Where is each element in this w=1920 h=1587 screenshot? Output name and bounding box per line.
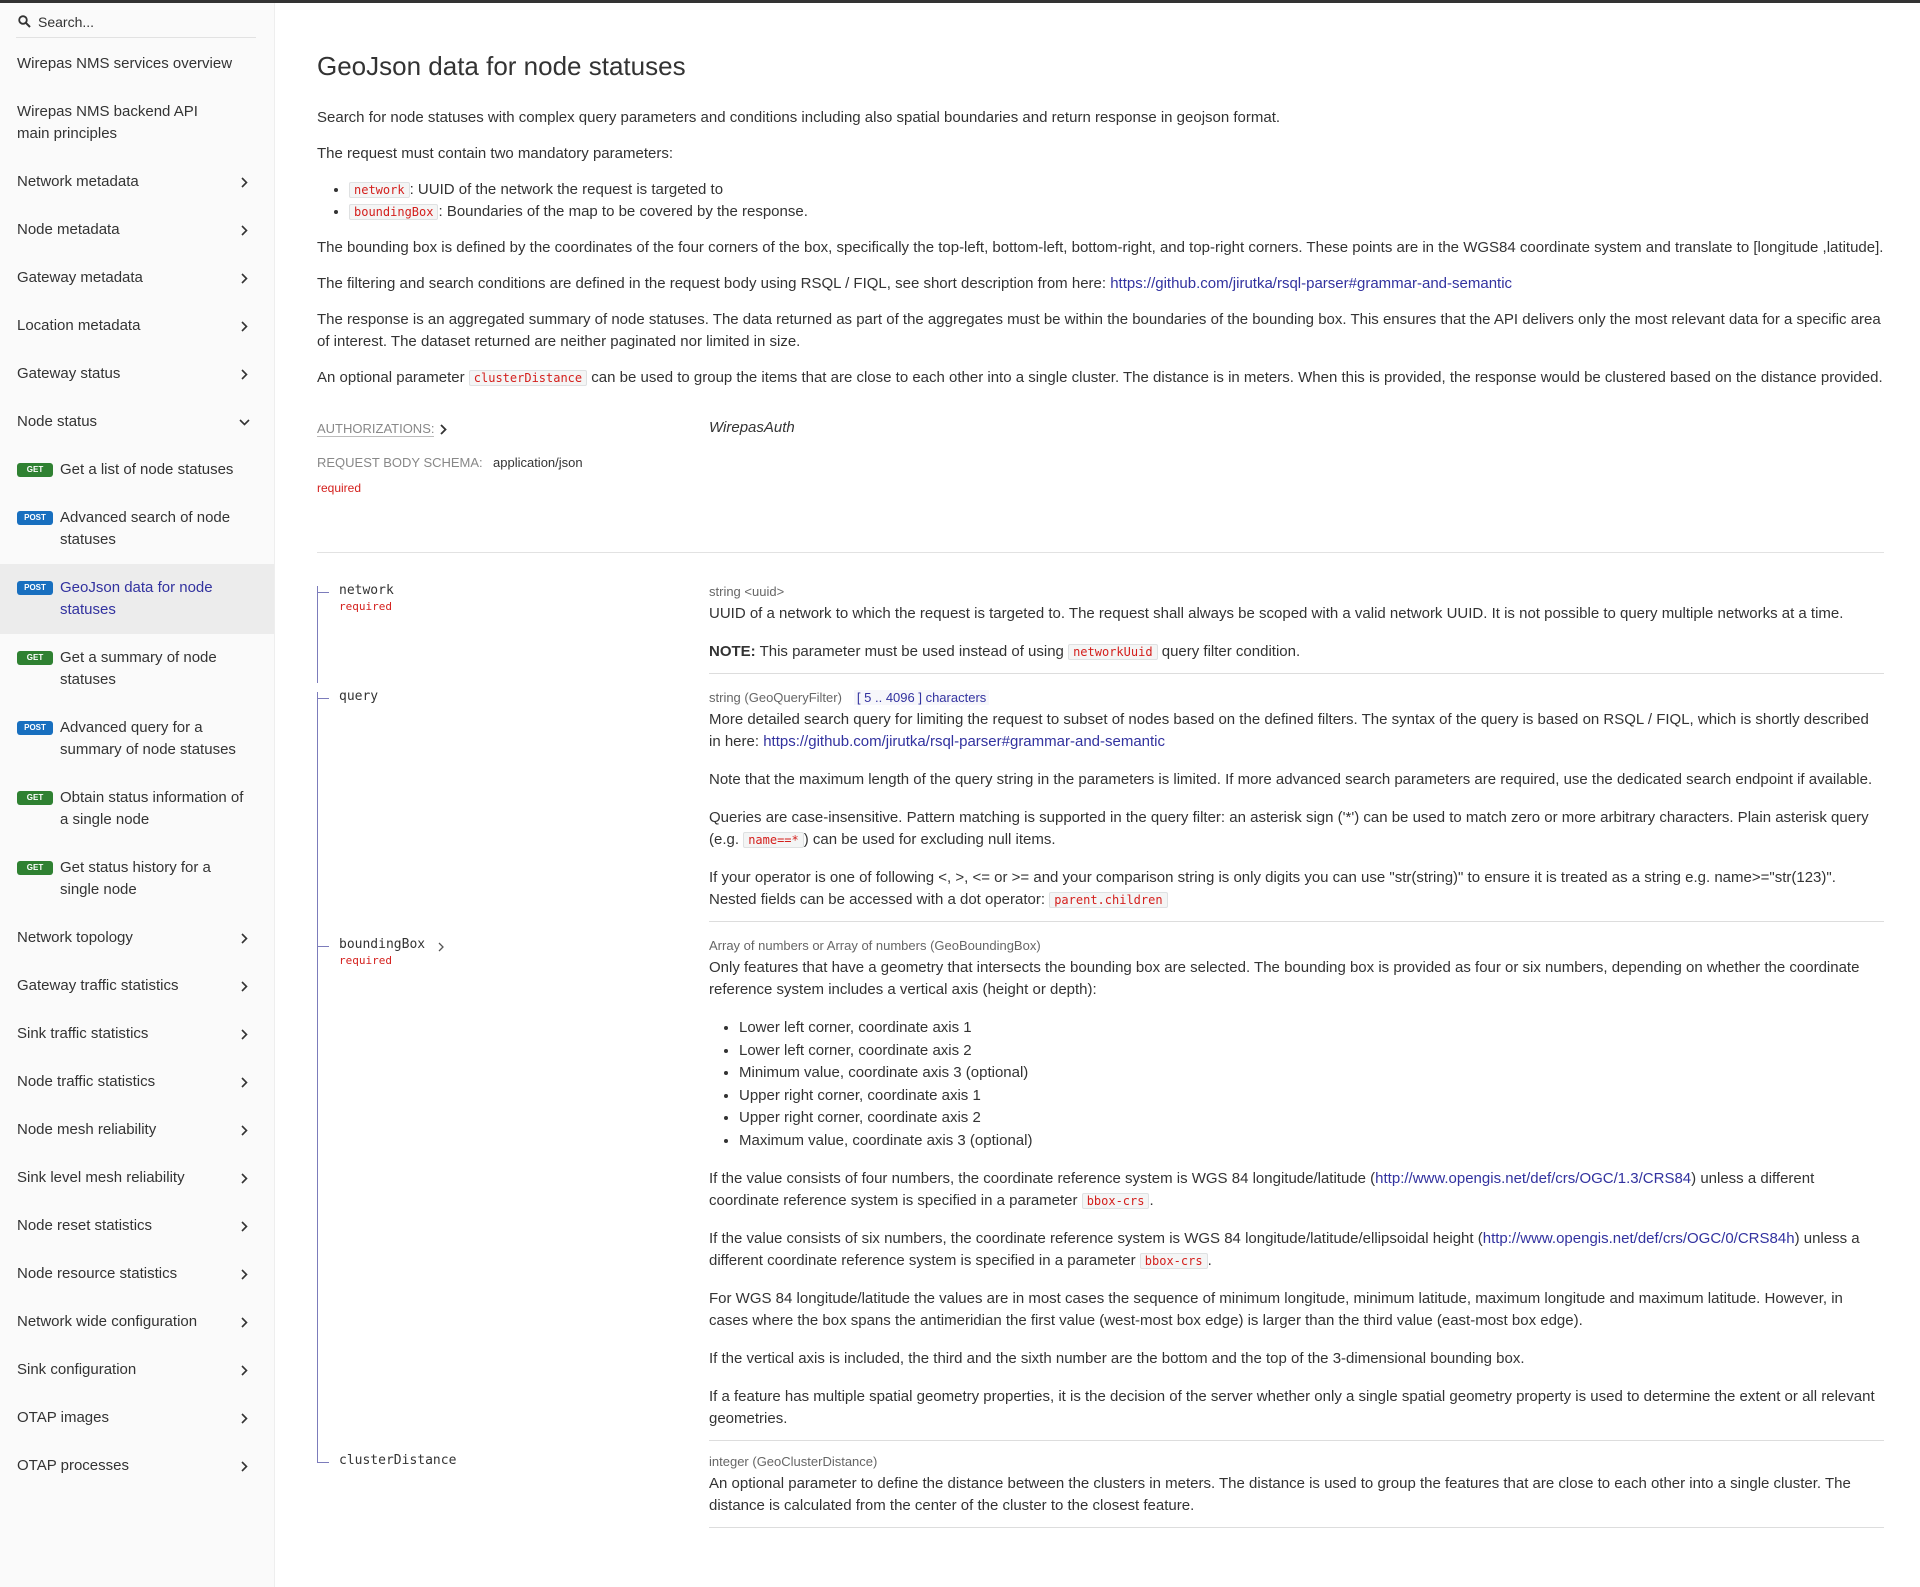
sidebar-item-network-metadata[interactable] — [0, 158, 274, 206]
list-item: • Lower left corner, coordinate axis 1 — [739, 1017, 1884, 1040]
response-description: The response is an aggregated summary of node statuses. The data returned as part of the aggregates must be within the boundaries of the bounding box. This ensures that the API delivers only the most relevant data for a specific area of interest. The dataset returned are neither paginated nor limited in size. — [317, 311, 1881, 350]
get-method-badge: GET — [17, 651, 53, 665]
sidebar-item-node-metadata[interactable] — [0, 206, 274, 254]
param-type: integer (GeoClusterDistance) — [709, 1454, 878, 1469]
list-item: • Minimum value, coordinate axis 3 (optional) — [739, 1062, 1884, 1085]
bbox-values-list — [709, 1017, 1884, 1152]
chevron-right-icon — [241, 1317, 248, 1328]
param-type — [709, 689, 1884, 707]
sidebar-item-advanced-query-summary[interactable] — [0, 704, 274, 774]
inline-code: networkUuid — [1068, 644, 1157, 660]
tree-line — [317, 695, 318, 1445]
list-item — [349, 201, 1884, 223]
sidebar-item-label: Advanced query for a summary of node statuses — [60, 719, 236, 758]
sidebar-item-label: Get a summary of node statuses — [60, 649, 217, 688]
list-item: • Upper right corner, coordinate axis 2 — [739, 1107, 1884, 1130]
sidebar-item-label: Network metadata — [17, 173, 139, 190]
required-label: required — [317, 481, 362, 495]
request-body-schema-row — [317, 451, 1884, 495]
sidebar-item-label: Node metadata — [17, 221, 120, 238]
get-method-badge: GET — [17, 791, 53, 805]
chevron-right-icon — [241, 1221, 248, 1232]
chevron-right-icon — [241, 981, 248, 992]
description-text: If your operator is one of following <, >, <= or >= and your comparison string is only digits you can use "str(string)" to ensure it is treated as a string e.g. name>="str(123)". Nested fields can be accessed with a dot operator: — [709, 869, 1836, 908]
get-method-badge: GET — [17, 463, 53, 477]
param-name: clusterDistance — [339, 1453, 457, 1468]
param-description: An optional parameter to define the distance between the clusters in meters. The distance is used to group the features that are close to each other into a single cluster. The distance is calculated from the center of the cluster to the closest feature. — [709, 1475, 1851, 1514]
sidebar-item-network-wide-config[interactable] — [0, 1298, 274, 1346]
sidebar-item-node-resource-stats[interactable] — [0, 1250, 274, 1298]
search-box — [16, 3, 256, 38]
description-text: ) unless a different coordinate reference system is specified in a parameter — [709, 1230, 1860, 1269]
param-description — [709, 709, 1884, 753]
inline-code: parent.children — [1049, 892, 1167, 908]
sidebar-item-summary-node-statuses[interactable] — [0, 634, 274, 704]
inline-code: boundingBox — [349, 204, 438, 220]
cluster-description — [317, 367, 1884, 389]
list-item: • Upper right corner, coordinate axis 1 — [739, 1085, 1884, 1108]
param-description — [709, 807, 1884, 851]
chevron-right-icon — [241, 369, 248, 380]
sidebar-menu — [0, 38, 274, 1490]
list-item — [349, 179, 1884, 201]
description-text: . — [1207, 1252, 1212, 1269]
inline-code: name==* — [743, 832, 804, 848]
sidebar-item-gateway-traffic[interactable] — [0, 962, 274, 1010]
sidebar-item-label: GeoJson data for node statuses — [60, 579, 213, 618]
param-name-toggle[interactable]: boundingBox — [339, 937, 426, 952]
intro-text: Search for node statuses with complex query parameters and conditions including also spatial boundaries and return response in geojson format. — [317, 109, 1281, 126]
tree-tick — [317, 692, 318, 704]
list-item: • Maximum value, coordinate axis 3 (optional) — [739, 1130, 1884, 1153]
param-type: string <uuid> — [709, 584, 785, 599]
rsql-link[interactable]: https://github.com/jirutka/rsql-parser#grammar-and-semantic — [1110, 275, 1513, 292]
sidebar-item-node-mesh-reliability[interactable] — [0, 1106, 274, 1154]
sidebar-item-label: Gateway status — [17, 365, 121, 382]
sidebar-item-label: Sink level mesh reliability — [17, 1169, 185, 1186]
sidebar-item-label: Get status history for a single node — [60, 859, 211, 898]
chevron-right-icon[interactable] — [438, 942, 444, 952]
tree-tick — [317, 940, 318, 952]
description-text: If the value consists of four numbers, the coordinate reference system is WGS 84 longitude/latitude ( — [709, 1170, 1376, 1187]
request-body-label: REQUEST BODY SCHEMA: — [317, 455, 483, 470]
sidebar-item-label: Node traffic statistics — [17, 1073, 156, 1090]
param-description: UUID of a network to which the request is targeted to. The request shall always be scoped with a valid network UUID. It is not possible to query multiple networks at a time. — [709, 605, 1844, 622]
chevron-right-icon — [241, 321, 248, 332]
sidebar-item-gateway-metadata[interactable] — [0, 254, 274, 302]
param-detail — [709, 937, 1884, 1441]
sidebar-item-node-status[interactable] — [0, 398, 274, 446]
sidebar-item-node-traffic[interactable] — [0, 1058, 274, 1106]
sidebar-item-label: Location metadata — [17, 317, 141, 334]
sidebar-item-label: Sink configuration — [17, 1361, 137, 1378]
param-type: Array of numbers or Array of numbers (GeoBoundingBox) — [709, 938, 1041, 953]
chevron-right-icon — [241, 177, 248, 188]
sidebar-item-advanced-search-node-statuses[interactable] — [0, 494, 274, 564]
param-description — [709, 1168, 1884, 1212]
inline-code: network — [349, 182, 410, 198]
sidebar-item-single-node-status[interactable] — [0, 774, 274, 844]
tree-connector — [317, 1462, 329, 1463]
page-title: GeoJson data for node statuses — [317, 51, 686, 81]
chevron-right-icon — [241, 1029, 248, 1040]
sidebar-item-otap-processes[interactable] — [0, 1442, 274, 1490]
param-note — [709, 641, 1884, 663]
sidebar-item-otap-images[interactable] — [0, 1394, 274, 1442]
param-description: Only features that have a geometry that intersects the bounding box are selected. The bounding box is provided as four or six numbers, depending on whether the coordinate reference system includes a vertical axis (height or depth): — [709, 959, 1860, 998]
divider — [317, 552, 1884, 553]
sidebar-item-label: Advanced search of node statuses — [60, 509, 231, 548]
authorizations-toggle[interactable]: AUTHORIZATIONS: — [317, 421, 435, 436]
description-text: . — [1149, 1192, 1154, 1209]
sidebar-item-sink-traffic[interactable] — [0, 1010, 274, 1058]
chevron-right-icon — [241, 1125, 248, 1136]
note-label: NOTE: — [709, 643, 756, 660]
sidebar-item-sink-mesh-reliability[interactable] — [0, 1154, 274, 1202]
search-input[interactable] — [36, 11, 260, 33]
auth-scheme: WirepasAuth — [709, 419, 795, 436]
param-description: If a feature has multiple spatial geometry properties, it is the decision of the server whether only a single spatial geometry property is used to determine the extent or all relevant geometries. — [709, 1388, 1875, 1427]
description-text: ) can be used for excluding null items. — [803, 831, 1056, 848]
chevron-right-icon — [241, 1461, 248, 1472]
note-text: query filter condition. — [1157, 643, 1301, 660]
sidebar — [0, 3, 275, 1587]
sidebar-item-label: Node reset statistics — [17, 1217, 153, 1234]
rsql-link[interactable]: https://github.com/jirutka/rsql-parser#grammar-and-semantic — [763, 733, 1166, 750]
post-method-badge: POST — [17, 721, 53, 735]
cluster-text-pre: An optional parameter — [317, 369, 469, 386]
crs84h-link[interactable]: http://www.opengis.net/def/crs/OGC/0/CRS84h — [1482, 1230, 1795, 1247]
chevron-right-icon — [241, 225, 248, 236]
tree-connector — [317, 592, 329, 593]
tree-connector — [317, 698, 329, 699]
sidebar-item-services-overview[interactable] — [0, 40, 274, 88]
sidebar-item-label: Network wide configuration — [17, 1313, 198, 1330]
sidebar-item-api-principles[interactable] — [0, 88, 274, 158]
description-text: If the value consists of six numbers, the coordinate reference system is WGS 84 longitude/latitude/ellipsoidal height ( — [709, 1230, 1483, 1247]
inline-code: bbox-crs — [1082, 1193, 1150, 1209]
inline-code: clusterDistance — [469, 370, 587, 386]
chevron-right-icon — [241, 1413, 248, 1424]
sidebar-item-label: Node resource statistics — [17, 1265, 178, 1282]
filter-description — [317, 273, 1884, 295]
bbox-description: The bounding box is defined by the coordinates of the four corners of the box, specifically the top-left, bottom-left, bottom-right, and top-right corners. These points are in the WGS84 coordinate system and translate to [longitude ,latitude]. — [317, 239, 1884, 256]
sidebar-item-geojson-node-statuses[interactable] — [0, 564, 274, 634]
chevron-right-icon — [241, 1173, 248, 1184]
param-detail — [709, 583, 1884, 674]
sidebar-item-label: Wirepas NMS backend API main principles — [17, 103, 198, 142]
chevron-down-icon — [239, 419, 250, 426]
operation-description — [317, 107, 1884, 389]
description-text: More detailed search query for limiting the request to subset of nodes based on the defined filters. The syntax of the query is based on RSQL / FIQL, which is shortly described in here: — [709, 711, 1869, 750]
sidebar-item-list-node-statuses[interactable] — [0, 446, 274, 494]
sidebar-item-label: Obtain status information of a single node — [60, 789, 244, 828]
sidebar-item-label: Network topology — [17, 929, 133, 946]
sidebar-item-location-metadata[interactable] — [0, 302, 274, 350]
description-text: ) unless a different coordinate reference system is specified in a parameter — [709, 1170, 1815, 1209]
param-detail — [709, 689, 1884, 922]
post-method-badge: POST — [17, 511, 53, 525]
sidebar-item-sink-config[interactable] — [0, 1346, 274, 1394]
sidebar-item-label: Gateway traffic statistics — [17, 977, 179, 994]
mandatory-params-list — [317, 179, 1884, 223]
param-description: Note that the maximum length of the query string in the parameters is limited. If more advanced search parameters are required, use the dedicated search endpoint if available. — [709, 771, 1873, 788]
param-detail — [709, 1453, 1884, 1528]
content-type: application/json — [493, 455, 583, 470]
sidebar-item-label: OTAP images — [17, 1409, 109, 1426]
type-text: string (GeoQueryFilter) — [709, 690, 842, 705]
list-item-text: : UUID of the network the request is targeted to — [409, 181, 724, 198]
param-description: For WGS 84 longitude/latitude the values are in most cases the sequence of minimum longitude, minimum latitude, maximum longitude and maximum latitude. However, in cases where the box spans the antimeridian the first value (west-most box edge) is larger than the third value (east-most box edge). — [709, 1290, 1843, 1329]
main-content — [317, 3, 1884, 495]
search-icon — [18, 15, 31, 28]
param-name: network — [339, 583, 394, 598]
list-item: • Lower left corner, coordinate axis 2 — [739, 1040, 1884, 1063]
filter-text: The filtering and search conditions are defined in the request body using RSQL / FIQL, see short description from here: — [317, 275, 1111, 292]
length-constraint: [ 5 .. 4096 ] characters — [854, 690, 989, 705]
required-label: required — [339, 600, 392, 613]
sidebar-item-label: Node mesh reliability — [17, 1121, 157, 1138]
sidebar-item-label: Sink traffic statistics — [17, 1025, 149, 1042]
sidebar-item-label: Node status — [17, 413, 98, 430]
tree-connector — [317, 946, 329, 947]
sidebar-item-gateway-status[interactable] — [0, 350, 274, 398]
list-item-text: : Boundaries of the map to be covered by the response. — [438, 203, 808, 220]
chevron-right-icon — [241, 1365, 248, 1376]
cluster-text-post: can be used to group the items that are close to each other into a single cluster. The distance is in meters. When this is provided, the response would be clustered based on the distance provided. — [587, 369, 1883, 386]
sidebar-item-label: Get a list of node statuses — [60, 461, 234, 478]
sidebar-item-network-topology[interactable] — [0, 914, 274, 962]
get-method-badge: GET — [17, 861, 53, 875]
description-text: Queries are case-insensitive. Pattern matching is supported in the query filter: an asterisk sign ('*') can be used to match zero or more arbitrary characters. Plain asterisk query (e.g. — [709, 809, 1869, 848]
required-label: required — [339, 954, 392, 967]
authorizations-row — [317, 415, 1884, 445]
chevron-right-icon — [241, 1077, 248, 1088]
chevron-right-icon — [241, 933, 248, 944]
note-text: This parameter must be used instead of using — [755, 643, 1069, 660]
chevron-right-icon — [241, 1269, 248, 1280]
param-description: If the vertical axis is included, the third and the sixth number are the bottom and the top of the 3-dimensional bounding box. — [709, 1350, 1525, 1367]
sidebar-item-status-history[interactable] — [0, 844, 274, 914]
sidebar-item-node-reset-stats[interactable] — [0, 1202, 274, 1250]
sidebar-item-label: Gateway metadata — [17, 269, 143, 286]
param-description — [709, 1228, 1884, 1272]
tree-line — [317, 591, 318, 683]
crs84-link[interactable]: http://www.opengis.net/def/crs/OGC/1.3/CRS84 — [1375, 1170, 1692, 1187]
chevron-right-icon — [241, 273, 248, 284]
tree-end-line — [317, 1445, 318, 1463]
sidebar-item-label: Wirepas NMS services overview — [17, 55, 233, 72]
post-method-badge: POST — [17, 581, 53, 595]
chevron-right-icon[interactable] — [440, 424, 447, 435]
param-name: query — [339, 689, 379, 704]
param-description — [709, 867, 1884, 911]
inline-code: bbox-crs — [1140, 1253, 1208, 1269]
sidebar-item-label: OTAP processes — [17, 1457, 129, 1474]
mandatory-intro: The request must contain two mandatory parameters: — [317, 145, 674, 162]
